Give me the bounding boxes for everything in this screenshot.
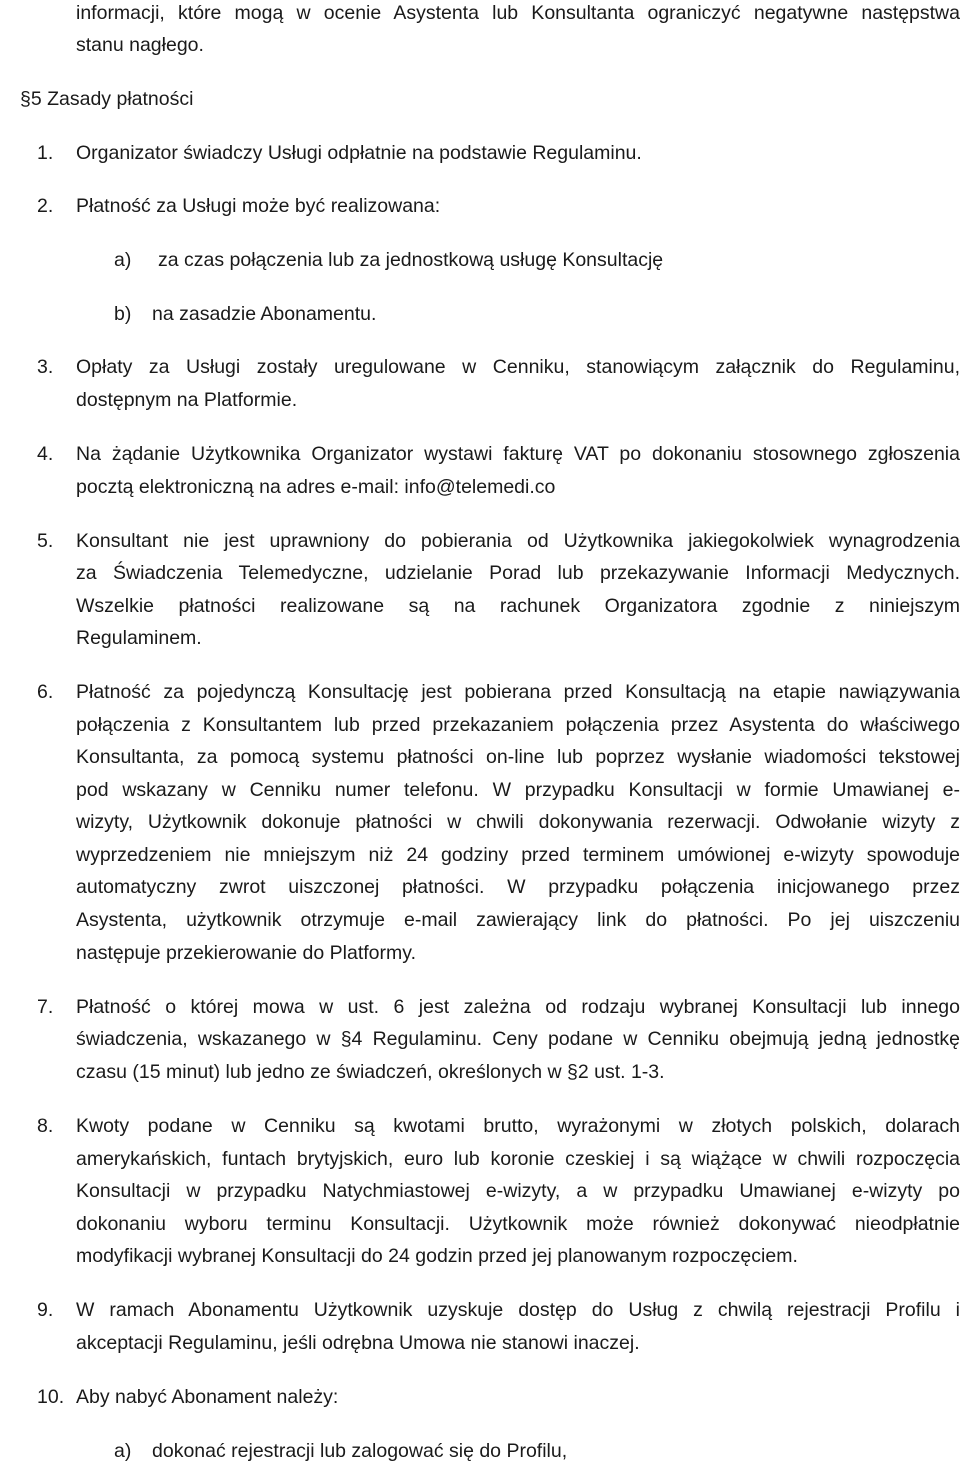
subitem-marker: b) — [114, 303, 132, 325]
item-text-line: Regulaminem. — [76, 627, 202, 649]
subitem-text: dokonać rejestracji lub zalogować się do Profilu, — [152, 1440, 568, 1462]
intro-line: informacji, które mogą w ocenie Asystenta lub Konsultanta ograniczyć negatywne następstwa — [76, 2, 960, 24]
item-text-line: za Świadczenia Telemedyczne, udzielanie Porad lub przekazywanie Informacji Medycznych. — [76, 562, 960, 584]
item-text-line: automatyczny zwrot uiszczonej płatności. W przypadku połączenia inicjowanego przez — [76, 876, 960, 898]
item-text-line: Na żądanie Użytkownika Organizator wystawi fakturę VAT po dokonaniu stosownego zgłoszenia — [76, 443, 960, 465]
item-text-line: Płatność za pojedynczą Konsultację jest pobierana przed Konsultacją na etapie nawiązywania — [76, 681, 960, 703]
item-text-line: Kwoty podane w Cenniku są kwotami brutto, wyrażonymi w złotych polskich, dolarach — [76, 1115, 960, 1137]
item-text-line: Płatność za Usługi może być realizowana: — [76, 195, 441, 217]
item-text-line: czasu (15 minut) lub jedno ze świadczeń, określonych w §2 ust. 1-3. — [76, 1061, 665, 1083]
item-number: 2. — [37, 195, 54, 217]
item-text-line: Konsultant nie jest uprawniony do pobierania od Użytkownika jakiegokolwiek wynagrodzenia — [76, 530, 960, 552]
section-heading: §5 Zasady płatności — [20, 88, 194, 110]
item-text-line: Aby nabyć Abonament należy: — [76, 1386, 339, 1408]
item-number: 3. — [37, 356, 54, 378]
item-number: 5. — [37, 530, 54, 552]
item-text-line: Asystenta, użytkownik otrzymuje e-mail zawierający link do płatności. Po jej uiszczeniu — [76, 909, 960, 931]
item-number: 1. — [37, 142, 54, 164]
item-text-line: Opłaty za Usługi zostały uregulowane w Cenniku, stanowiącym załącznik do Regulaminu, — [76, 356, 960, 378]
item-number: 4. — [37, 443, 54, 465]
subitem-marker: a) — [114, 249, 132, 271]
item-text-line: amerykańskich, funtach brytyjskich, euro lub koronie czeskiej i są wiążące w chwili rozpoczęcia — [76, 1148, 960, 1170]
item-text-line: następuje przekierowanie do Platformy. — [76, 942, 416, 964]
item-number: 9. — [37, 1299, 54, 1321]
item-text-line: Organizator świadczy Usługi odpłatnie na podstawie Regulaminu. — [76, 142, 642, 164]
intro-line: stanu nagłego. — [76, 34, 204, 56]
item-text-line: Konsultacji w przypadku Natychmiastowej e-wizyty, a w przypadku Umawianej e-wizyty po — [76, 1180, 960, 1202]
item-number: 6. — [37, 681, 54, 703]
item-number: 7. — [37, 996, 54, 1018]
item-text-line: dostępnym na Platformie. — [76, 389, 298, 411]
item-text-line: Konsultanta, za pomocą systemu płatności on-line lub poprzez wysłanie wiadomości tekstowej — [76, 746, 960, 768]
subitem-text: na zasadzie Abonamentu. — [152, 303, 377, 325]
item-text-line: połączenia z Konsultantem lub przed przekazaniem połączenia przez Asystenta do właściwego — [76, 714, 960, 736]
item-number: 8. — [37, 1115, 54, 1137]
item-text-line: wyprzedzeniem nie mniejszym niż 24 godziny przed terminem umówionej e-wizyty spowoduje — [76, 844, 960, 866]
item-number: 10. — [37, 1386, 65, 1408]
subitem-text: za czas połączenia lub za jednostkową usługę Konsultację — [158, 249, 664, 271]
item-text-line: świadczenia, wskazanego w §4 Regulaminu. Ceny podane w Cenniku obejmują jedną jednostkę — [76, 1028, 960, 1050]
subitem-marker: a) — [114, 1440, 132, 1462]
item-text-line: wizyty, Użytkownik dokonuje płatności w chwili dokonywania rezerwacji. Odwołanie wizyty z — [76, 811, 960, 833]
item-text-line: Wszelkie płatności realizowane są na rachunek Organizatora zgodnie z niniejszym — [76, 595, 960, 617]
item-text-line: pocztą elektroniczną na adres e-mail: info@telemedi.co — [76, 476, 556, 498]
item-text-line: dokonaniu wyboru terminu Konsultacji. Użytkownik może również dokonywać nieodpłatnie — [76, 1213, 960, 1235]
item-text-line: W ramach Abonamentu Użytkownik uzyskuje dostęp do Usług z chwilą rejestracji Profilu i — [76, 1299, 960, 1321]
item-text-line: pod wskazany w Cenniku numer telefonu. W przypadku Konsultacji w formie Umawianej e- — [76, 779, 960, 801]
item-text-line: akceptacji Regulaminu, jeśli odrębna Umowa nie stanowi inaczej. — [76, 1332, 640, 1354]
item-text-line: modyfikacji wybranej Konsultacji do 24 godzin przed jej planowanym rozpoczęciem. — [76, 1245, 798, 1267]
item-text-line: Płatność o której mowa w ust. 6 jest zależna od rodzaju wybranej Konsultacji lub innego — [76, 996, 960, 1018]
